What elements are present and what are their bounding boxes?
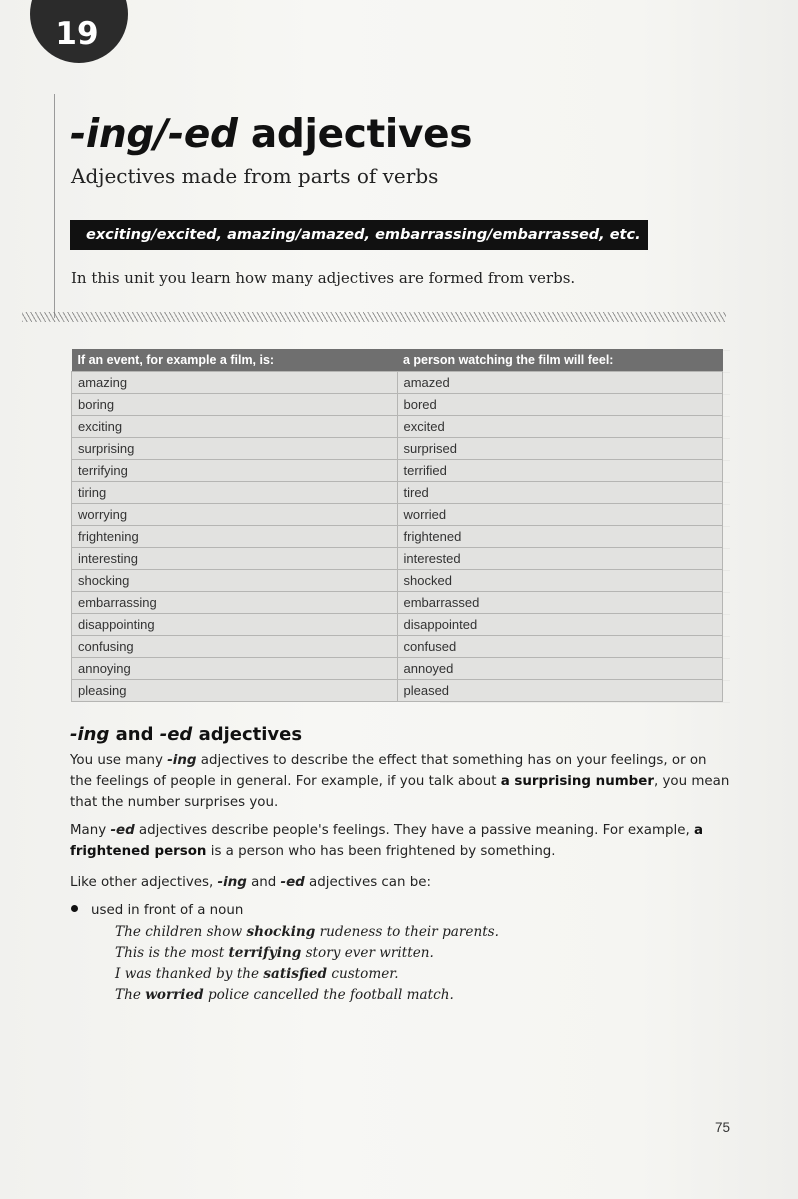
ed-form: frightened bbox=[397, 526, 723, 548]
paragraph-ing-usage bbox=[70, 750, 730, 813]
bullet-text: used in front of a noun bbox=[91, 903, 244, 918]
p1-example: a surprising number bbox=[500, 774, 654, 789]
table-row bbox=[72, 614, 723, 636]
ing-form: worrying bbox=[72, 504, 398, 526]
ing-form: boring bbox=[72, 394, 398, 416]
p3-ing: -ing bbox=[217, 875, 247, 890]
example-text: The bbox=[115, 987, 146, 1003]
table-header-event: If an event, for example a film, is: bbox=[72, 349, 398, 372]
table-header-feel: a person watching the film will feel: bbox=[397, 349, 723, 372]
ing-form: pleasing bbox=[72, 680, 398, 702]
ing-form: annoying bbox=[72, 658, 398, 680]
ing-form: confusing bbox=[72, 636, 398, 658]
ing-form: frightening bbox=[72, 526, 398, 548]
unit-number: 19 bbox=[55, 16, 99, 52]
page-number: 75 bbox=[714, 1120, 730, 1135]
bullet-item bbox=[71, 900, 243, 921]
ed-form: annoyed bbox=[397, 658, 723, 680]
p2-text: Many bbox=[70, 823, 111, 838]
p1-text: adjectives to describe the effect that something has on your feelings, or on the feelings of people in general. For example, if you talk about bbox=[70, 753, 707, 789]
heading-ed: -ed bbox=[159, 724, 193, 745]
table-row bbox=[72, 482, 723, 504]
paragraph-ed-usage bbox=[70, 820, 730, 862]
example-banner-text: exciting/excited, amazing/amazed, embarrassing/embarrassed, etc. bbox=[86, 227, 641, 243]
example-text: The children show bbox=[115, 924, 247, 940]
table-row bbox=[72, 570, 723, 592]
title-italic: -ing/-ed bbox=[70, 112, 238, 157]
table-row bbox=[72, 438, 723, 460]
ed-form: excited bbox=[397, 416, 723, 438]
ed-form: pleased bbox=[397, 680, 723, 702]
heading-rest: adjectives bbox=[192, 724, 303, 745]
example-sentence bbox=[115, 922, 715, 943]
example-text: customer. bbox=[327, 966, 399, 982]
ing-form: disappointing bbox=[72, 614, 398, 636]
example-adjective: satisfied bbox=[263, 966, 328, 982]
table-row bbox=[72, 394, 723, 416]
table-row bbox=[72, 504, 723, 526]
ed-form: interested bbox=[397, 548, 723, 570]
ed-form: bored bbox=[397, 394, 723, 416]
ed-form: confused bbox=[397, 636, 723, 658]
heading-ing: -ing bbox=[70, 724, 110, 745]
p2-text: adjectives describe people's feelings. They have a passive meaning. For example, bbox=[134, 823, 695, 838]
table-row bbox=[72, 372, 723, 394]
ed-form: amazed bbox=[397, 372, 723, 394]
ing-form: shocking bbox=[72, 570, 398, 592]
ed-form: surprised bbox=[397, 438, 723, 460]
paragraph-like-other bbox=[70, 872, 730, 893]
ed-form: worried bbox=[397, 504, 723, 526]
table-header-row bbox=[72, 349, 723, 372]
example-sentence bbox=[115, 943, 715, 964]
example-text: police cancelled the football match. bbox=[203, 987, 454, 1003]
section-heading bbox=[70, 722, 302, 748]
example-text: rudeness to their parents. bbox=[315, 924, 499, 940]
p3-text: adjectives can be: bbox=[304, 875, 431, 890]
heading-and: and bbox=[109, 724, 160, 745]
ing-form: terrifying bbox=[72, 460, 398, 482]
ing-form: amazing bbox=[72, 372, 398, 394]
p1-text: You use many bbox=[70, 753, 168, 768]
adjective-table bbox=[71, 349, 723, 702]
intro-text: In this unit you learn how many adjectives are formed from verbs. bbox=[71, 269, 576, 287]
title-rest: adjectives bbox=[237, 112, 473, 157]
example-sentences bbox=[115, 922, 715, 1006]
ing-form: surprising bbox=[72, 438, 398, 460]
ed-form: terrified bbox=[397, 460, 723, 482]
example-text: I was thanked by the bbox=[115, 966, 264, 982]
p3-ed: -ed bbox=[280, 875, 305, 890]
p1-ing: -ing bbox=[167, 753, 197, 768]
ing-form: interesting bbox=[72, 548, 398, 570]
table-row bbox=[72, 636, 723, 658]
example-sentence bbox=[115, 964, 715, 985]
bullet-dot-icon bbox=[71, 905, 78, 912]
page-subtitle: Adjectives made from parts of verbs bbox=[71, 164, 439, 188]
table-row bbox=[72, 548, 723, 570]
ing-form: tiring bbox=[72, 482, 398, 504]
ing-form: exciting bbox=[72, 416, 398, 438]
table-row bbox=[72, 460, 723, 482]
example-text: story ever written. bbox=[301, 945, 434, 961]
p2-text: is a person who has been frightened by something. bbox=[206, 844, 556, 859]
p1-text: , you mean that the number surprises you. bbox=[70, 774, 730, 810]
table-row bbox=[72, 416, 723, 438]
p3-text: and bbox=[246, 875, 281, 890]
example-sentence bbox=[115, 985, 715, 1006]
ed-form: disappointed bbox=[397, 614, 723, 636]
ed-form: embarrassed bbox=[397, 592, 723, 614]
table-row bbox=[72, 526, 723, 548]
table-row bbox=[72, 592, 723, 614]
example-adjective: worried bbox=[145, 987, 204, 1003]
ing-form: embarrassing bbox=[72, 592, 398, 614]
example-adjective: terrifying bbox=[228, 945, 302, 961]
ed-form: shocked bbox=[397, 570, 723, 592]
ed-form: tired bbox=[397, 482, 723, 504]
p2-example: a frightened person bbox=[70, 823, 704, 859]
example-text: This is the most bbox=[115, 945, 229, 961]
table-row bbox=[72, 658, 723, 680]
table-row bbox=[72, 680, 723, 702]
example-adjective: shocking bbox=[246, 924, 316, 940]
hatched-divider bbox=[22, 312, 726, 322]
p3-text: Like other adjectives, bbox=[70, 875, 218, 890]
p2-ed: -ed bbox=[110, 823, 135, 838]
page-title bbox=[70, 110, 472, 160]
